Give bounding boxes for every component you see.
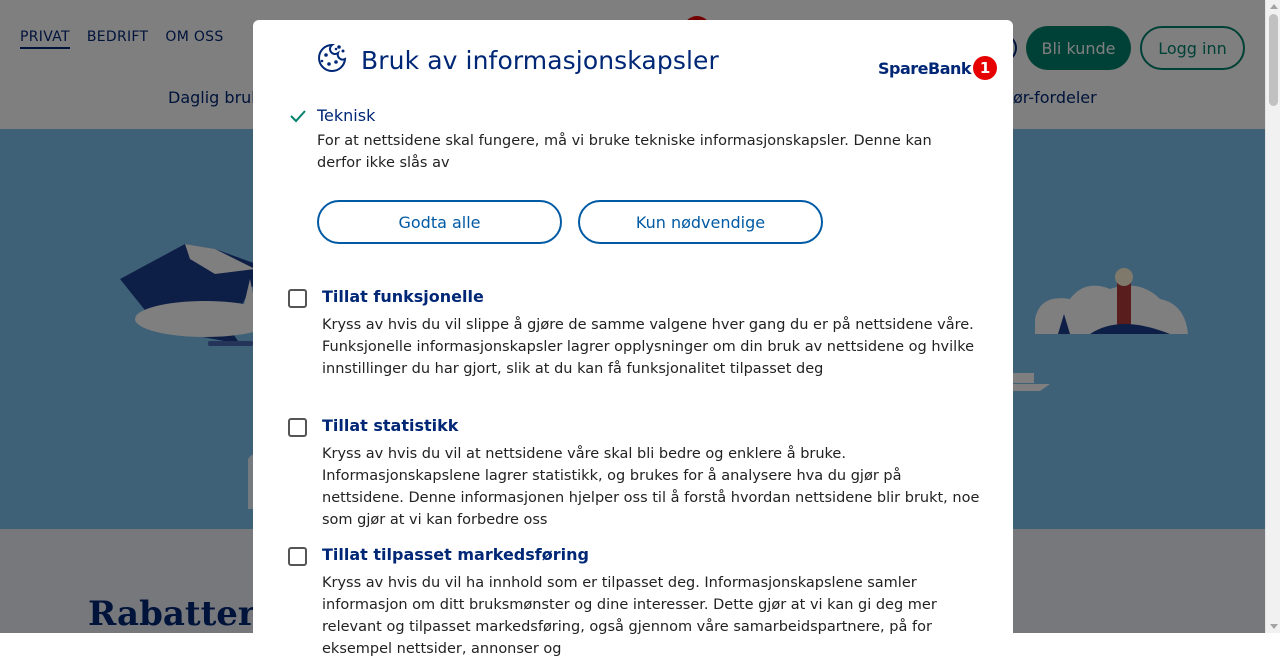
technical-description: For at nettsidene skal fungere, må vi bruke tekniske informasjonskapsler. Denne kan derfor ikke slås av (317, 133, 932, 171)
modal-title: Bruk av informasjonskapsler (361, 46, 719, 75)
only-necessary-button[interactable]: Kun nødvendige (578, 200, 823, 244)
cookie-consent-modal (253, 20, 1013, 657)
scroll-thumb[interactable] (1269, 14, 1278, 106)
statistics-description: Kryss av hvis du vil at nettsidene våre skal bli bedre og enklere å bruke. Informasjonskapslene lagrer statistikk, og brukes for å analysere hva du gjør på nettsidene. Denne informasjonen hjelper oss til å forstå hvordan nettsidene blir brukt, noe som gjør at vi kan forbedre oss (322, 446, 980, 528)
accept-all-button[interactable]: Godta alle (317, 200, 562, 244)
statistics-checkbox[interactable] (288, 418, 307, 437)
modal-header (253, 20, 1013, 100)
sparebank-logo (878, 56, 997, 80)
logo-text: SpareBank (878, 58, 972, 78)
cookie-icon (316, 42, 348, 74)
marketing-title[interactable]: Tillat tilpasset markedsføring (322, 545, 589, 564)
functional-description: Kryss av hvis du vil slippe å gjøre de samme valgene hver gang du er på nettsidene våre. Funksjonelle informasjonskapsler lagrer opplysninger om din bruk av nettsidene og hvilke innstillinger du har gjort, slik at du kan få funksjonalitet tilpasset deg (322, 317, 974, 377)
marketing-description: Kryss av hvis du vil ha innhold som er tilpasset deg. Informasjonskapslene samler informasjon om ditt bruksmønster og dine interesser. Dette gjør at vi kan gi deg mer relevant og tilpasset markedsføring, også gjennom våre samarbeidspartnere, på for eksempel nettsider, annonser og (322, 575, 937, 657)
check-icon (290, 109, 306, 123)
page-scrollbar[interactable] (1265, 0, 1280, 633)
statistics-title[interactable]: Tillat statistikk (322, 416, 459, 435)
functional-checkbox[interactable] (288, 289, 307, 308)
functional-title[interactable]: Tillat funksjonelle (322, 287, 484, 306)
scroll-down-icon[interactable] (1270, 624, 1278, 629)
logo-number: 1 (973, 56, 997, 80)
scroll-up-icon[interactable] (1270, 4, 1278, 9)
technical-title: Teknisk (317, 106, 376, 125)
marketing-checkbox[interactable] (288, 547, 307, 566)
